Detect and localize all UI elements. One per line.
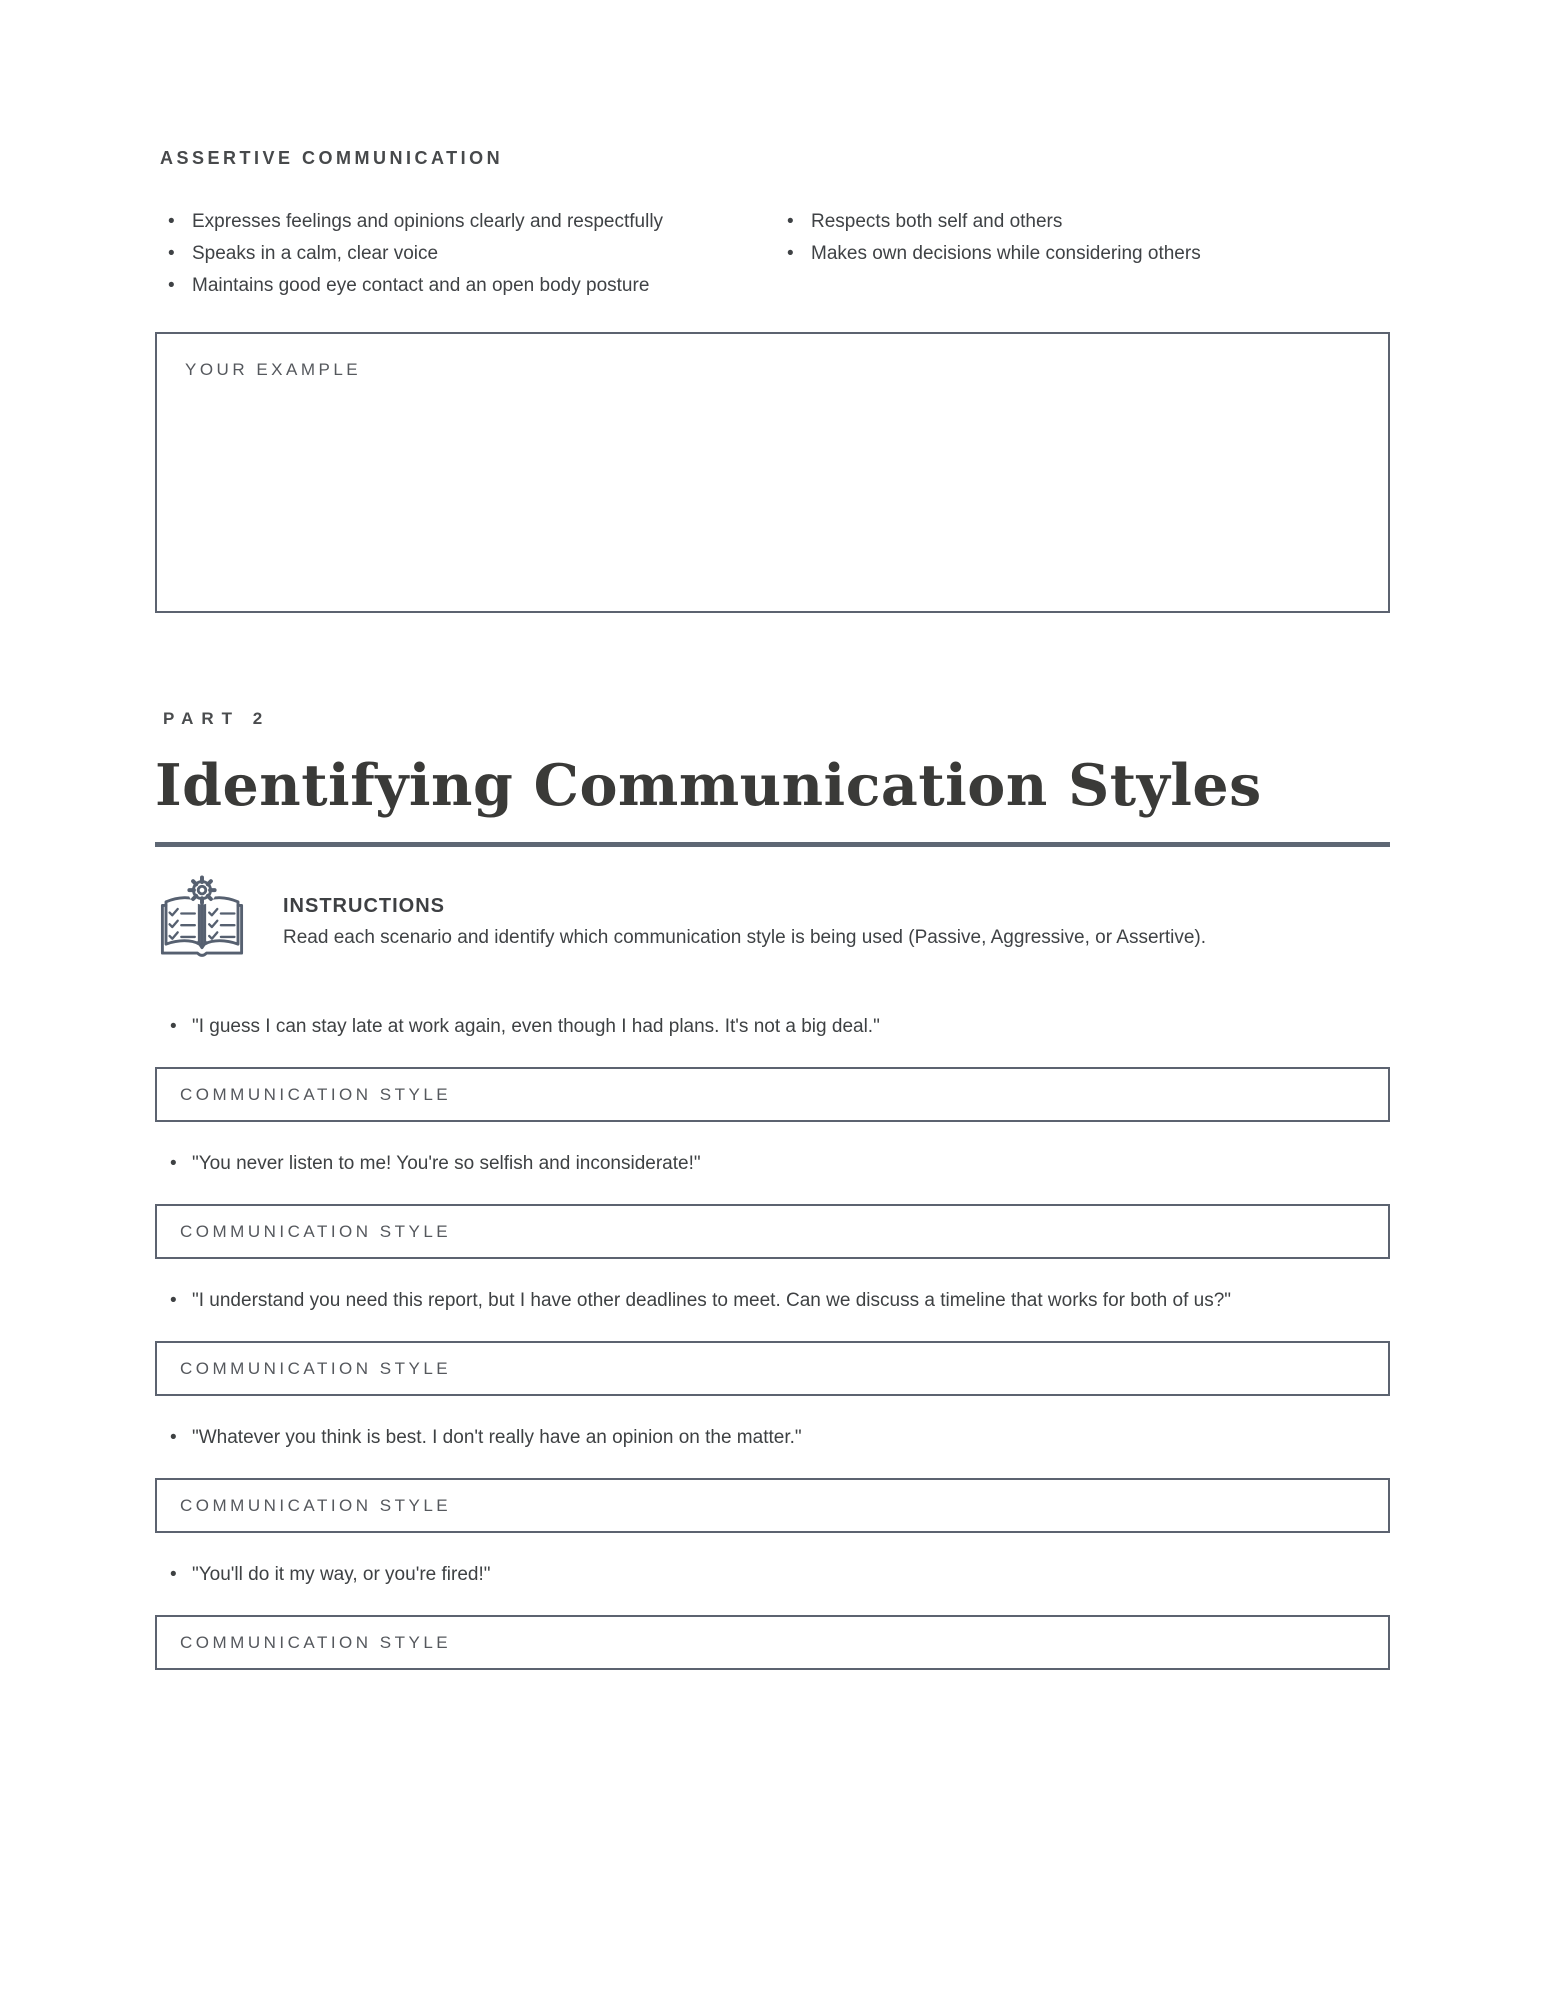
communication-style-label: COMMUNICATION STYLE	[180, 1632, 452, 1652]
instructions-paragraph: Read each scenario and identify which communication style is being used (Passive, Aggressive, or Assertive).	[283, 927, 1207, 948]
instructions-text-block	[283, 875, 1206, 950]
instructions-label: INSTRUCTIONS	[283, 895, 445, 917]
scenario-group-5	[155, 1562, 1390, 1670]
scenario-text: • "I understand you need this report, but I have other deadlines to meet. Can we discuss a timeline that works for both of us?"	[155, 1288, 1390, 1314]
instructions-block	[155, 875, 1390, 961]
assertive-bullets	[155, 206, 1390, 302]
title-divider-rule	[155, 842, 1390, 847]
open-book-checklist-gear-icon	[157, 875, 247, 961]
assertive-bullets-left-column	[155, 206, 774, 302]
communication-style-label: COMMUNICATION STYLE	[180, 1221, 452, 1241]
communication-style-writein-box-2[interactable]	[155, 1204, 1390, 1259]
scenario-text: • "I guess I can stay late at work again, even though I had plans. It's not a big deal."	[155, 1014, 1390, 1040]
scenario-list	[155, 1014, 1390, 1670]
bullet-item: • Makes own decisions while considering others	[774, 238, 1390, 270]
bullet-item: • Respects both self and others	[774, 206, 1390, 238]
scenario-text: • "Whatever you think is best. I don't really have an opinion on the matter."	[155, 1425, 1390, 1451]
communication-style-label: COMMUNICATION STYLE	[180, 1084, 452, 1104]
assertive-communication-heading: ASSERTIVE COMMUNICATION	[160, 148, 504, 168]
bullet-item: • Maintains good eye contact and an open body posture	[155, 270, 774, 302]
bullet-item: • Speaks in a calm, clear voice	[155, 238, 774, 270]
scenario-group-1	[155, 1014, 1390, 1122]
scenario-group-2	[155, 1151, 1390, 1259]
your-example-writein-box[interactable]	[155, 332, 1390, 613]
scenario-group-3	[155, 1288, 1390, 1396]
part-2-kicker: PART 2	[163, 709, 271, 728]
communication-style-label: COMMUNICATION STYLE	[180, 1358, 452, 1378]
communication-style-writein-box-4[interactable]	[155, 1478, 1390, 1533]
communication-style-writein-box-3[interactable]	[155, 1341, 1390, 1396]
communication-style-writein-box-5[interactable]	[155, 1615, 1390, 1670]
page-title: Identifying Communication Styles	[155, 752, 1262, 819]
scenario-group-4	[155, 1425, 1390, 1533]
assertive-bullets-right-column	[774, 206, 1390, 302]
your-example-label: YOUR EXAMPLE	[185, 360, 362, 379]
scenario-text: • "You never listen to me! You're so selfish and inconsiderate!"	[155, 1151, 1390, 1177]
scenario-text: • "You'll do it my way, or you're fired!"	[155, 1562, 1390, 1588]
communication-style-label: COMMUNICATION STYLE	[180, 1495, 452, 1515]
communication-style-writein-box-1[interactable]	[155, 1067, 1390, 1122]
bullet-item: • Expresses feelings and opinions clearly and respectfully	[155, 206, 774, 238]
